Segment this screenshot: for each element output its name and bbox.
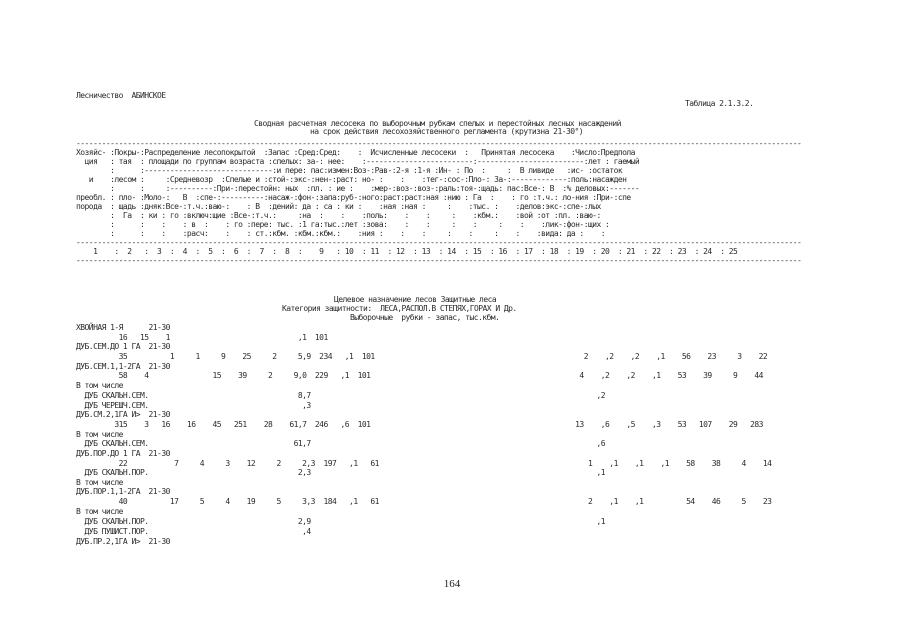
table-row: ХВОЙНАЯ 1-Я 21-30 — [76, 323, 170, 332]
header-rule: -------------------------------------------------------------------------------------------------------------------------------------------------------------------------- — [76, 139, 802, 148]
table-row: ДУБ.ПР.2,1ГА И> 21-30 — [76, 537, 170, 546]
header-line: ция : тая : площади по группам возраста :спелых: за-: нее: :-------------------------:-------------------------:лет : гаемый — [76, 157, 640, 166]
table-row: ДУБ СКАЛЬН.ПОР. 2,9 ,1 — [76, 517, 606, 526]
header-rule: -------------------------------------------------------------------------------------------------------------------------------------------------------------------------- — [76, 238, 802, 247]
table-row: ДУБ СКАЛЬН.СЕМ. 61,7 ,6 — [76, 439, 606, 448]
table-row: ДУБ.СЕМ.ДО 1 ГА 21-30 — [76, 342, 170, 351]
table-row: 22 7 4 3 12 2 2,3 197 ,1 61 1 ,1 ,1 ,1 58 38 4 14 — [76, 459, 772, 468]
table-row: В том числе — [76, 430, 123, 439]
section-purpose: Целевое назначение лесов Защитные леса — [334, 295, 497, 304]
table-row: В том числе — [76, 381, 123, 390]
table-row: ДУБ ПУШИСТ.ПОР. ,4 — [76, 527, 311, 536]
table-row: ДУБ ЧЕРЕШЧ.СЕМ. ,3 — [76, 401, 311, 410]
forestry-name: Лесничество АБИНСКОЕ — [76, 91, 166, 100]
header-line: порода : щадь :дняк:Все-:т.ч.:ваю-: : В :дений: да : са : ки : :ная :ная : : :тыс. : :делов:экс-:спе-:лых — [76, 202, 601, 211]
header-line: : : :----------:При-:перестойн: ных :пл. : ие : :мер-:воз-:воз-:раль:тоя-:щадь: пас:Все-: В :% деловых:------- — [76, 184, 640, 193]
header-line: : Га : ки : го :включ:щие :Все-:т.ч.: :на : : :поль: : : : :кбм.: :вой :от :пл. :ваю-: — [76, 211, 601, 220]
table-row: ДУБ.СМ.2,1ГА И> 21-30 — [76, 410, 170, 419]
table-row: 315 3 16 16 45 251 28 61,7 246 ,6 101 13 ,6 ,5 ,3 53 107 29 283 — [76, 420, 763, 429]
section-category: Категория защитности: ЛЕСА,РАСПОЛ.В СТЕПЯХ,ГОРАХ И Др. — [282, 304, 517, 313]
column-numbers: 1 : 2 : 3 : 4 : 5 : 6 : 7 : 8 : 9 : 10 : 11 : 12 : 13 : 14 : 15 : 16 : 17 : 18 : 19 : 20 : 21 : 22 : 23 : 24 : 25 — [76, 247, 738, 256]
section-cutting-type: Выборочные рубки - запас, тыс.кбм. — [350, 313, 500, 322]
table-title-line-2: на срок действия лесохозяйственного регламента (крутизна 21-30°) — [310, 127, 584, 136]
table-row: ДУБ.ПОР.ДО 1 ГА 21-30 — [76, 449, 170, 458]
header-line: : :------------------------------:и пере: пас:измен:Воз-:Рав-:2-я :1-я :Ин- : По : : В ливиде :ис- :остаток — [76, 166, 623, 175]
header-line: : : : : в : : го :пере: тыс. :1 га:тыс.:лет :зова: : : : : : : :лик-:фон-:щих : — [76, 220, 610, 229]
header-line: : : : :расч: : : ст.:кбм. :кбм.:кбм.: :ния : : : : : : : :вида: да : : — [76, 229, 606, 238]
table-row: 35 1 1 9 25 2 5,9 234 ,1 101 2 ,2 ,2 ,1 56 23 3 22 — [76, 352, 768, 361]
header-line: преобл. : пло- :Моло-: В :спе-:----------:насаж-:фон-:запа:руб-:ного:раст:раст:ная :нию : Га : : го :т.ч.: ло-ния :При-:спе — [76, 193, 631, 202]
table-title-line-1: Сводная расчетная лесосека по выборочным рубкам спелых и перестойных лесных насаждений — [254, 119, 621, 128]
table-row: ДУБ.СЕМ.1,1-2ГА 21-30 — [76, 362, 170, 371]
header-line: Хозяйс- :Покры-:Распределение лесопокрытой :Запас :Сред:Сред: : Исчисленные лесосеки : Принятая лесосека :Число:Предпола — [76, 148, 635, 157]
header-rule: -------------------------------------------------------------------------------------------------------------------------------------------------------------------------- — [76, 256, 802, 265]
table-row: ДУБ.ПОР.1,1-2ГА 21-30 — [76, 487, 170, 496]
table-row: ДУБ СКАЛЬН.ПОР. 2,3 ,1 — [76, 468, 606, 477]
table-row: 40 17 5 4 19 5 3,3 184 ,1 61 2 ,1 ,1 54 46 5 23 — [76, 497, 772, 506]
page-number: 164 — [443, 578, 461, 590]
table-row: В том числе — [76, 478, 123, 487]
table-number: Таблица 2.1.3.2. — [685, 99, 754, 108]
table-row: В том числе — [76, 507, 123, 516]
header-line: и :лесом : :Средневозр :Спелые и :стой-:экс-:нен-:раст: но- : : :тег-:сос-:Пло-: За-:-------------:поль:насажден — [76, 175, 627, 184]
table-row: 16 15 1 ,1 101 — [76, 333, 328, 342]
table-row: 58 4 15 39 2 9,0 229 ,1 101 4 ,2 ,2 ,1 53 39 9 44 — [76, 371, 763, 380]
table-row: ДУБ СКАЛЬН.СЕМ. 8,7 ,2 — [76, 391, 606, 400]
